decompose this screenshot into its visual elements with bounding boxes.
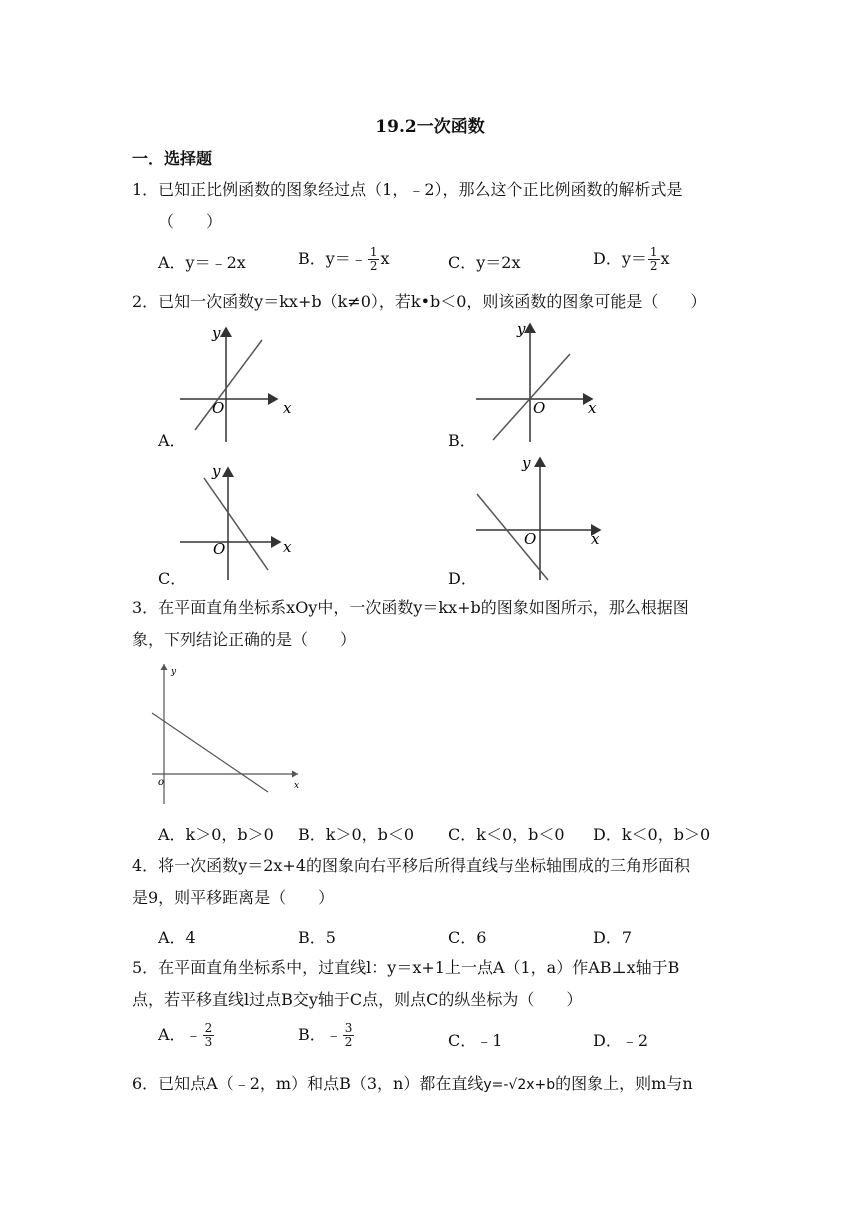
question-6-stem (132, 1074, 693, 1095)
graph-d (476, 454, 600, 580)
question-3-graph (140, 660, 310, 810)
option-d-prefix: D．y＝ (593, 249, 647, 268)
question-5-option-d: D．﹣2 (593, 1031, 649, 1050)
question-1-bracket: （ ） (158, 212, 223, 231)
option-d-suffix: x (660, 249, 670, 268)
question-5-option-c: C．﹣1 (448, 1031, 503, 1050)
question-4-option-c: C．6 (448, 928, 487, 947)
question-4-option-b: B．5 (298, 928, 336, 947)
question-4-option-a: A．4 (158, 928, 196, 947)
question-1-option-b (298, 246, 389, 273)
x-axis-label: x (591, 530, 600, 548)
page-title: 19.2一次函数 (375, 117, 485, 137)
y-axis-label: y (171, 667, 177, 677)
question-3-option-a: A．k＞0，b＞0 (158, 825, 274, 844)
option-a-prefix: A．﹣ (158, 1025, 202, 1044)
origin-label: O (533, 399, 546, 417)
question-2-graphs (0, 318, 860, 590)
fraction (648, 246, 660, 273)
question-3-option-c: C．k＜0，b＜0 (448, 825, 565, 844)
question-2-option-d: D． (448, 569, 477, 588)
question-6-equation: y=-√2x+b (483, 1077, 556, 1093)
fraction-numerator: 1 (369, 245, 378, 259)
fraction-denominator: 2 (369, 259, 378, 273)
graph-c (180, 462, 292, 580)
x-axis-label: x (294, 781, 300, 791)
question-6-prefix: 6．已知点A（﹣2，m）和点B（3，n）都在直线 (132, 1074, 484, 1093)
fraction-numerator: 2 (204, 1021, 213, 1035)
fraction-denominator: 2 (649, 259, 658, 273)
fraction-numerator: 3 (344, 1021, 353, 1035)
question-3-stem-cont: 象，下列结论正确的是（ ） (132, 630, 357, 649)
option-b-suffix: x (380, 249, 390, 268)
fraction (343, 1022, 355, 1049)
question-2-option-b: B． (448, 431, 476, 450)
question-1-option-c: C．y＝2x (448, 253, 521, 272)
question-3-option-d: D．k＜0，b＞0 (593, 825, 711, 844)
y-axis-label: y (212, 324, 221, 342)
section-heading: 一．选择题 (132, 149, 213, 168)
question-1-option-d (593, 246, 670, 273)
origin-label: O (213, 540, 226, 558)
option-b-prefix: B．﹣ (298, 1025, 342, 1044)
y-axis-label: y (517, 320, 526, 338)
question-2-stem: 2．已知一次函数y＝kx+b（k≠0），若k•b＜0，则该函数的图象可能是（ ） (132, 292, 707, 311)
question-3-stem: 3．在平面直角坐标系xOy中，一次函数y＝kx+b的图象如图所示，那么根据图 (132, 598, 689, 617)
fraction (368, 246, 380, 273)
question-4-option-d: D．7 (593, 928, 633, 947)
question-2-option-c: C． (158, 569, 187, 588)
question-1-stem: 1．已知正比例函数的图象经过点（1，﹣2），那么这个正比例函数的解析式是 (132, 180, 683, 199)
question-5-option-b (298, 1022, 355, 1049)
fraction-numerator: 1 (649, 245, 658, 259)
fraction-denominator: 3 (204, 1035, 213, 1049)
origin-label: O (212, 399, 225, 417)
question-5-stem: 5．在平面直角坐标系中，过直线l：y＝x+1上一点A（1，a）作AB⊥x轴于B (132, 958, 680, 977)
x-axis-label: x (283, 399, 292, 417)
question-4-stem: 4．将一次函数y＝2x+4的图象向右平移后所得直线与坐标轴围成的三角形面积 (132, 856, 691, 875)
origin-label: O (524, 530, 537, 548)
question-5-stem-cont: 点，若平移直线l过点B交y轴于C点，则点C的纵坐标为（ ） (132, 990, 583, 1009)
graph-b (476, 320, 597, 442)
x-axis-label: x (588, 399, 597, 417)
origin-label: o (158, 777, 165, 788)
question-3-option-b: B．k＞0，b＜0 (298, 825, 415, 844)
question-2-option-a: A． (158, 431, 186, 450)
x-axis-label: x (283, 538, 292, 556)
fraction (203, 1022, 215, 1049)
question-5-option-a (158, 1022, 215, 1049)
question-1-option-a: A．y＝﹣2x (158, 253, 246, 272)
option-b-prefix: B．y＝﹣ (298, 249, 367, 268)
graph-a (180, 324, 292, 442)
fraction-denominator: 2 (344, 1035, 353, 1049)
question-6-suffix: 的图象上，则m与n (555, 1074, 693, 1093)
y-axis-label: y (212, 462, 221, 480)
y-axis-label: y (522, 454, 531, 472)
question-4-stem-cont: 是9，则平移距离是（ ） (132, 888, 335, 907)
